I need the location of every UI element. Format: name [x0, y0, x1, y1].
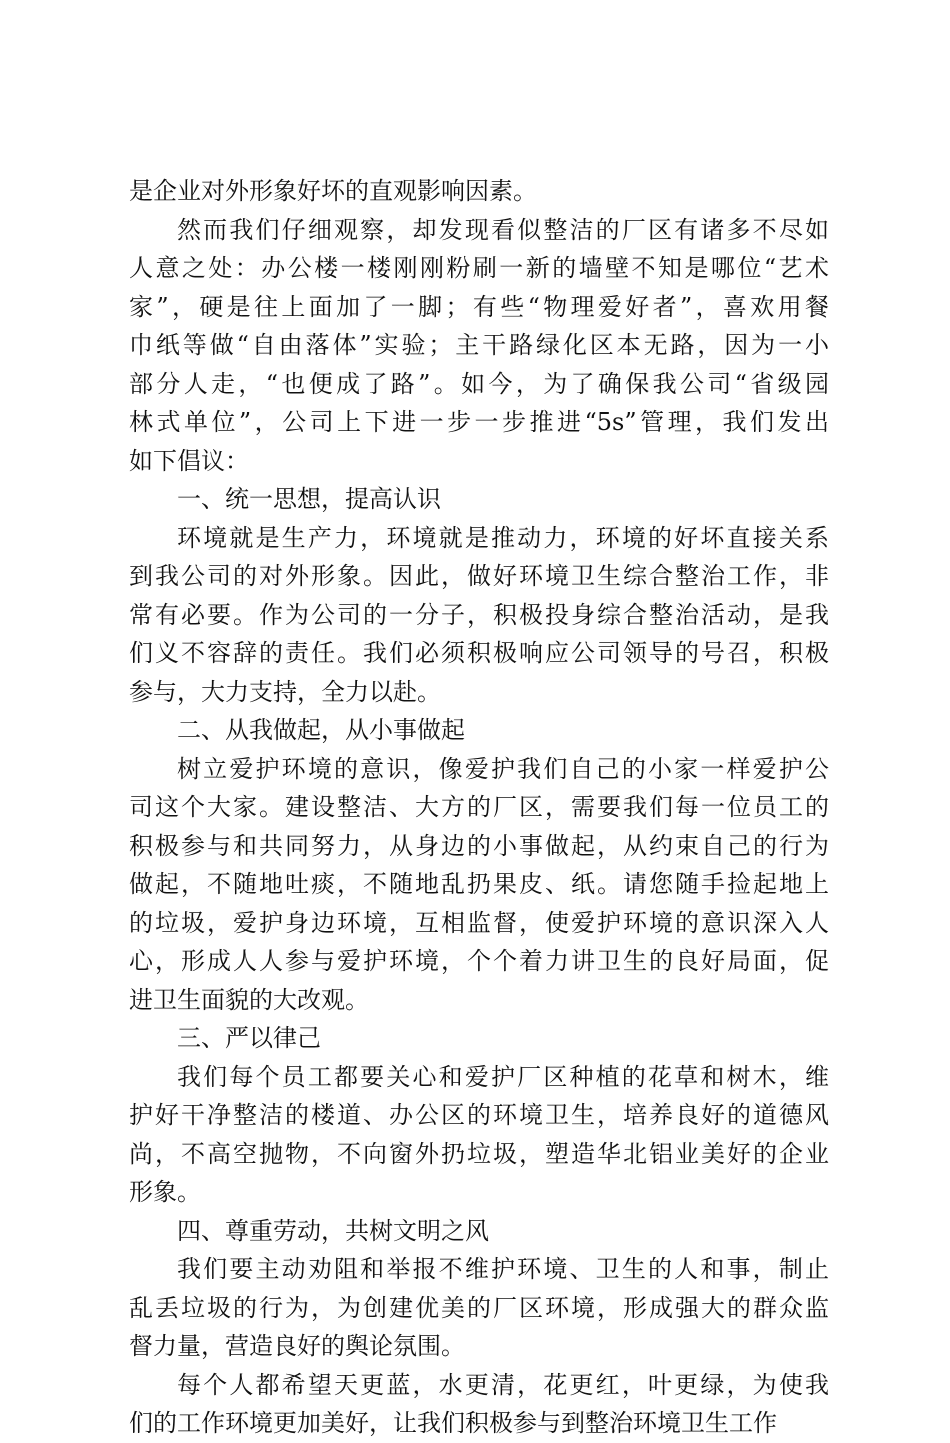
text-line: 部分人走，“也便成了路”。如今，为了确保我公司“省级园 — [129, 369, 829, 398]
section-heading — [129, 1212, 829, 1251]
body-paragraph — [129, 1058, 829, 1212]
text-line: 乱丢垃圾的行为，为创建优美的厂区环境，形成强大的群众监 — [129, 1293, 829, 1322]
section-heading — [129, 1019, 829, 1058]
text-line: 到我公司的对外形象。因此，做好环境卫生综合整治工作，非 — [129, 562, 829, 590]
text-line: 做起，不随地吐痰，不随地乱扔果皮、纸。请您随手捡起地上 — [129, 870, 829, 898]
section-heading — [129, 480, 829, 519]
text-line: 四、尊重劳动，共树文明之风 — [177, 1216, 489, 1245]
text-line: 林式单位”，公司上下进一步一步推进“5s”管理，我们发出 — [129, 408, 829, 436]
text-line: 环境就是生产力，环境就是推动力，环境的好坏直接关系 — [177, 523, 829, 552]
text-line: 尚，不高空抛物，不向窗外扔垃圾，塑造华北铝业美好的企业 — [129, 1139, 829, 1168]
text-line: 如下倡议： — [129, 446, 249, 475]
text-line: 家”，硬是往上面加了一脚；有些“物理爱好者”，喜欢用餐 — [129, 292, 829, 321]
text-line: 三、严以律己 — [177, 1024, 321, 1052]
body-paragraph — [129, 211, 829, 481]
text-line: 巾纸等做“自由落体”实验；主干路绿化区本无路，因为一小 — [129, 331, 829, 359]
text-line: 积极参与和共同努力，从身边的小事做起，从约束自己的行为 — [129, 831, 829, 860]
text-line: 我们要主动劝阻和举报不维护环境、卫生的人和事，制止 — [177, 1255, 829, 1283]
body-paragraph — [129, 1366, 829, 1443]
text-line: 形象。 — [129, 1178, 201, 1206]
text-line: 的垃圾，爱护身边环境，互相监督，使爱护环境的意识深入人 — [129, 908, 829, 937]
text-line: 常有必要。作为公司的一分子，积极投身综合整治活动，是我 — [129, 600, 829, 629]
body-paragraph — [129, 172, 829, 211]
document-page — [129, 172, 829, 1443]
text-line: 是企业对外形象好坏的直观影响因素。 — [129, 177, 537, 205]
text-line: 树立爱护环境的意识，像爱护我们自己的小家一样爱护公 — [177, 754, 829, 783]
body-paragraph — [129, 750, 829, 1020]
text-line: 们的工作环境更加美好，让我们积极参与到整治环境卫生工作 — [129, 1409, 777, 1437]
text-line: 一、统一思想，提高认识 — [177, 485, 441, 513]
body-paragraph — [129, 1250, 829, 1366]
text-line: 人意之处：办公楼一楼刚刚粉刷一新的墙壁不知是哪位“艺术 — [129, 254, 829, 282]
text-line: 然而我们仔细观察，却发现看似整洁的厂区有诸多不尽如 — [177, 215, 829, 244]
text-line: 督力量，营造良好的舆论氛围。 — [129, 1332, 465, 1360]
text-line: 司这个大家。建设整洁、大方的厂区，需要我们每一位员工的 — [129, 793, 829, 821]
text-line: 参与，大力支持，全力以赴。 — [129, 677, 441, 706]
text-line: 我们每个员工都要关心和爱护厂区种植的花草和树木，维 — [177, 1062, 829, 1091]
text-line: 每个人都希望天更蓝，水更清，花更红，叶更绿，为使我 — [177, 1370, 829, 1399]
text-line: 进卫生面貌的大改观。 — [129, 985, 369, 1014]
section-heading — [129, 711, 829, 750]
text-line: 护好干净整洁的楼道、办公区的环境卫生，培养良好的道德风 — [129, 1101, 829, 1129]
body-paragraph — [129, 519, 829, 712]
text-line: 心，形成人人参与爱护环境，个个着力讲卫生的良好局面，促 — [129, 947, 829, 975]
text-line: 二、从我做起，从小事做起 — [177, 716, 465, 744]
text-line: 们义不容辞的责任。我们必须积极响应公司领导的号召，积极 — [129, 639, 829, 667]
